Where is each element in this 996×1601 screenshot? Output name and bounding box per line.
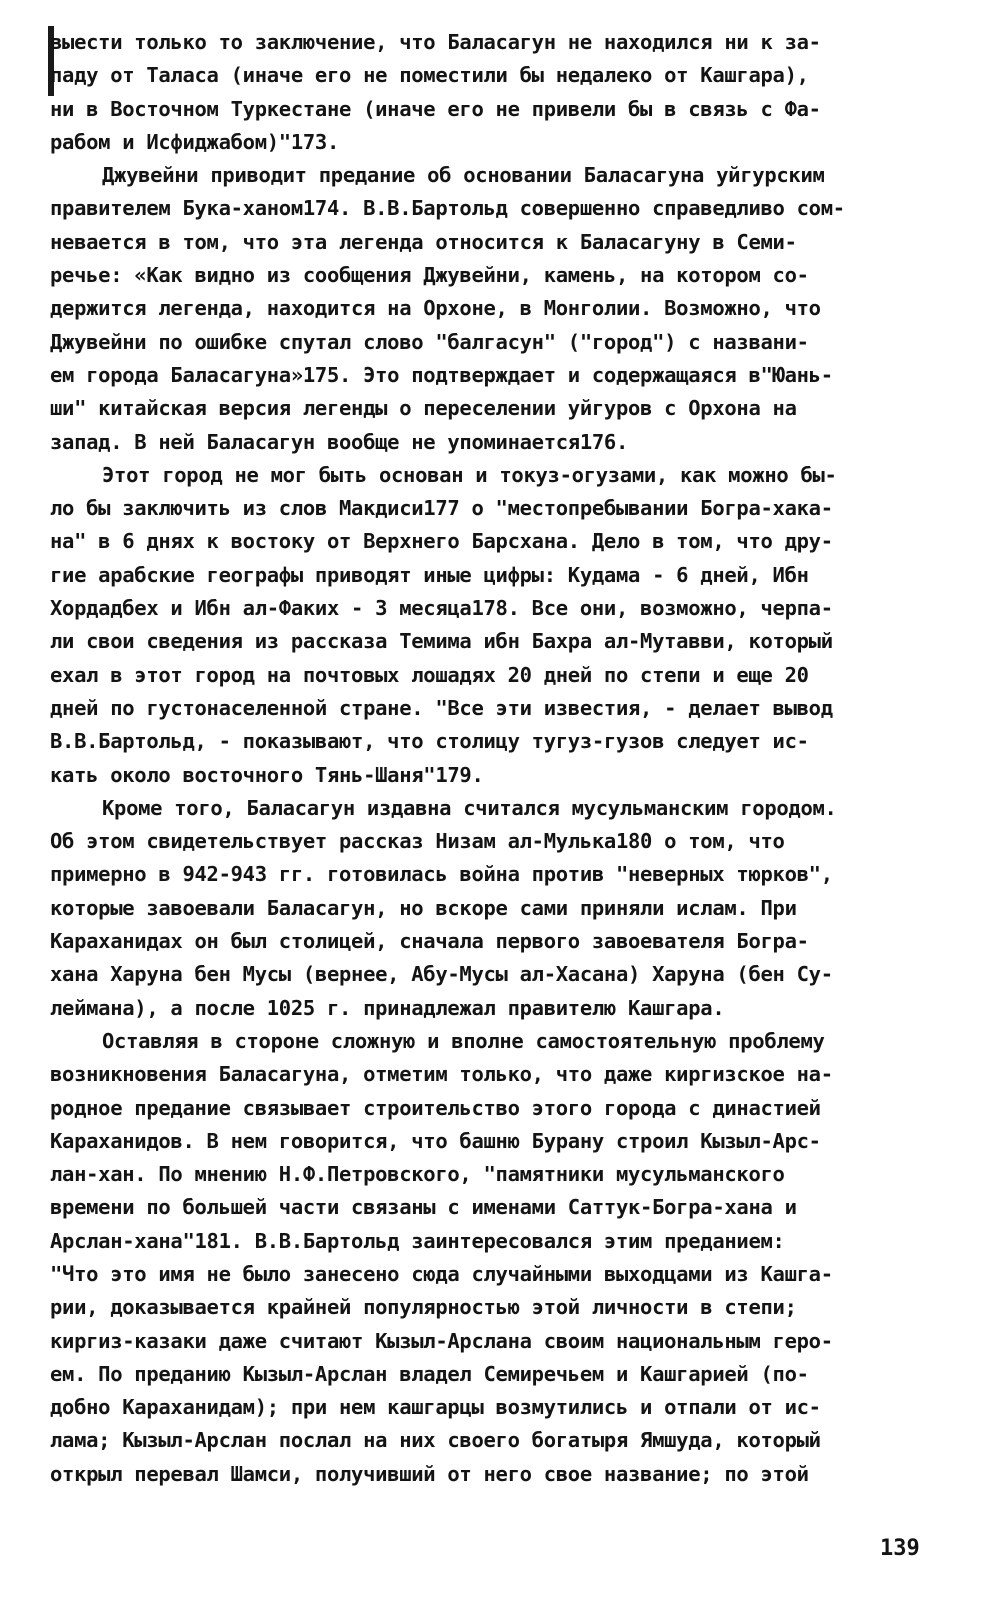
text-line: Караханидах он был столицей, сначала первого завоевателя Богра- xyxy=(50,929,809,954)
text-line: которые завоевали Баласагун, но вскоре сами приняли ислам. При xyxy=(50,895,797,920)
text-line: кать около восточного Тянь-Шаня"179. xyxy=(50,762,484,787)
text-line: киргиз-казаки даже считают Кызыл-Арслана своим национальным геро- xyxy=(50,1328,833,1353)
text-line: Оставляя в стороне сложную и вполне самостоятельную проблему xyxy=(102,1028,825,1053)
text-line: правителем Бука-ханом174. В.В.Бартольд совершенно справедливо сом- xyxy=(50,196,845,221)
text-line: лама; Кызыл-Арслан послал на них своего богатыря Ямшуда, который xyxy=(50,1428,821,1453)
text-line: на" в 6 днях к востоку от Верхнего Барсхана. Дело в том, что дру- xyxy=(50,529,833,554)
text-line: запад. В ней Баласагун вообще не упоминается176. xyxy=(50,429,629,454)
text-line: Кроме того, Баласагун издавна считался мусульманским городом. xyxy=(102,795,837,820)
body-text xyxy=(50,26,925,1491)
text-line: добно Караханидам); при нем кашгарцы возмутились и отпали от ис- xyxy=(50,1395,821,1420)
text-line: Джувейни приводит предание об основании Баласагуна уйгурским xyxy=(102,163,825,188)
text-line: держится легенда, находится на Орхоне, в Монголии. Возможно, что xyxy=(50,296,821,321)
text-line: ем. По преданию Кызыл-Арслан владел Семиречьем и Кашгарией (по- xyxy=(50,1361,809,1386)
text-line: гие арабские географы приводят иные цифры: Кудама - 6 дней, Ибн xyxy=(50,562,809,587)
text-line: возникновения Баласагуна, отметим только, что даже киргизское на- xyxy=(50,1062,833,1087)
text-line: Караханидов. В нем говорится, что башню Бурану строил Кызыл-Арс- xyxy=(50,1128,821,1153)
text-line: ехал в этот город на почтовых лошадях 20 дней по степи и еще 20 xyxy=(50,662,809,687)
text-line: Этот город не мог быть основан и токуз-огузами, как можно бы- xyxy=(102,462,837,487)
text-line: рии, доказывается крайней популярностью этой личности в степи; xyxy=(50,1295,797,1320)
text-line: невается в том, что эта легенда относится к Баласагуну в Семи- xyxy=(50,229,797,254)
text-line: речье: «Как видно из сообщения Джувейни, камень, на котором со- xyxy=(50,263,809,288)
text-line: дней по густонаселенной стране. "Все эти известия, - делает вывод xyxy=(50,695,833,720)
text-line: Джувейни по ошибке спутал слово "балгасун" ("город") с названи- xyxy=(50,329,809,354)
text-line: лан-хан. По мнению Н.Ф.Петровского, "памятники мусульманского xyxy=(50,1162,785,1187)
text-line: паду от Таласа (иначе его не поместили бы недалеко от Кашгара), xyxy=(50,63,809,88)
text-line: родное предание связывает строительство этого города с династией xyxy=(50,1095,821,1120)
text-line: открыл перевал Шамси, получивший от него свое название; по этой xyxy=(50,1461,809,1486)
text-line: выести только то заключение, что Баласагун не находился ни к за- xyxy=(50,30,821,54)
text-line: времени по большей части связаны с именами Саттук-Богра-хана и xyxy=(50,1195,797,1220)
text-line: "Что это имя не было занесено сюда случайными выходцами из Кашга- xyxy=(50,1261,833,1286)
text-line: ем города Баласагуна»175. Это подтверждает и содержащаяся в"Юань- xyxy=(50,362,833,387)
text-line: ло бы заключить из слов Макдиси177 о "местопребывании Богра-хака- xyxy=(50,496,833,521)
text-line: хана Харуна бен Мусы (вернее, Абу-Мусы ал-Хасана) Харуна (бен Су- xyxy=(50,962,833,987)
text-line: ли свои сведения из рассказа Темима ибн Бахра ал-Мутавви, который xyxy=(50,629,833,654)
text-line: ни в Восточном Туркестане (иначе его не привели бы в связь с Фа- xyxy=(50,96,821,121)
text-line: Арслан-хана"181. В.В.Бартольд заинтересовался этим преданием: xyxy=(50,1228,785,1253)
text-line: рабом и Исфиджабом)"173. xyxy=(50,129,340,154)
text-line: леймана), а после 1025 г. принадлежал правителю Кашгара. xyxy=(50,995,725,1020)
text-line: примерно в 942-943 гг. готовилась война против "неверных тюрков", xyxy=(50,862,833,887)
text-line: В.В.Бартольд, - показывают, что столицу тугуз-гузов следует ис- xyxy=(50,729,809,754)
text-line: Хордадбех и Ибн ал-Факих - 3 месяца178. Все они, возможно, черпа- xyxy=(50,596,833,621)
text-line: Об этом свидетельствует рассказ Низам ал-Мулька180 о том, что xyxy=(50,829,785,854)
page-number: 139 xyxy=(880,1536,920,1561)
text-line: ши" китайская версия легенды о переселении уйгуров с Орхона на xyxy=(50,396,797,421)
